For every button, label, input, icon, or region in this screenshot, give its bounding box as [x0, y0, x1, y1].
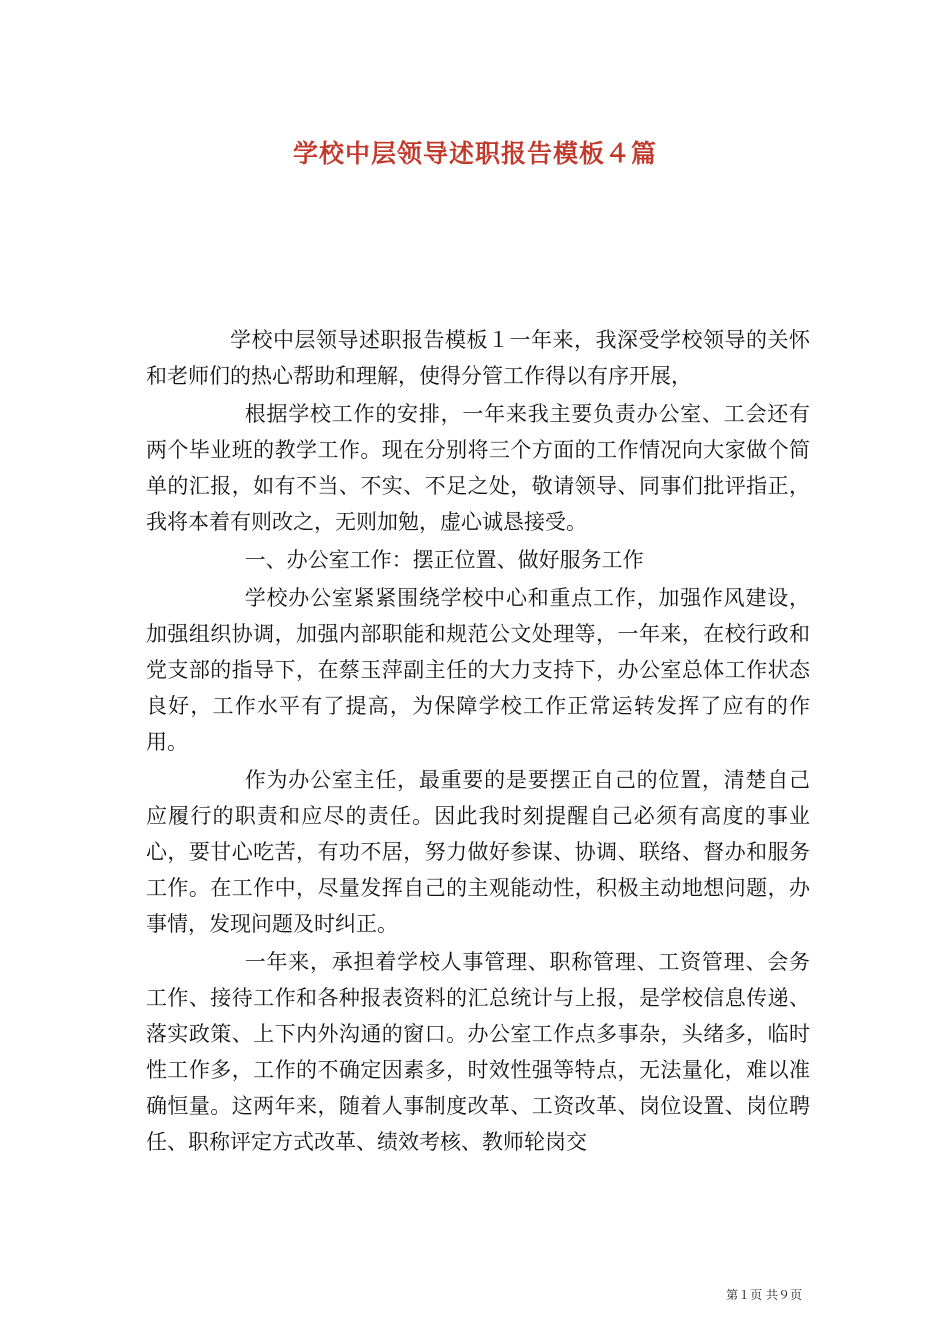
paragraph: 学校办公室紧紧围绕学校中心和重点工作，加强作风建设，加强组织协调，加强内部职能和规范公文处理等，一年来，在校行政和党支部的指导下，在蔡玉萍副主任的大力支持下，办公室总体工作状态良好，工作水平有了提高，为保障学校工作正常运转发挥了应有的作用。 — [146, 586, 810, 754]
document-title: 学校中层领导述职报告模板４篇 — [292, 139, 657, 168]
section-heading: 一、办公室工作：摆正位置、做好服务工作 — [244, 548, 644, 572]
paragraph: 学校中层领导述职报告模板１一年来，我深受学校领导的关怀和老师们的热心帮助和理解，使得分管工作得以有序开展， — [146, 328, 810, 388]
paragraph: 根据学校工作的安排，一年来我主要负责办公室、工会还有两个毕业班的教学工作。现在分别将三个方面的工作情况向大家做个简单的汇报，如有不当、不实、不足之处，敬请领导、同事们批评指正，我将本着有则改之，无则加勉，虚心诚恳接受。 — [146, 402, 810, 534]
page-number-footer: 第１页 共９页 — [726, 1288, 802, 1302]
paragraph: 一年来，承担着学校人事管理、职称管理、工资管理、会务工作、接待工作和各种报表资料的汇总统计与上报，是学校信息传递、落实政策、上下内外沟通的窗口。办公室工作点多事杂，头绪多，临时性工作多，工作的不确定因素多，时效性强等特点，无法量化，难以准确恒量。这两年来，随着人事制度改革、工资改革、岗位设置、岗位聘任、职称评定方式改革、绩效考核、教师轮岗交 — [146, 950, 810, 1154]
paragraph: 作为办公室主任，最重要的是要摆正自己的位置，清楚自己应履行的职责和应尽的责任。因此我时刻提醒自己必须有高度的事业心，要甘心吃苦，有功不居，努力做好参谋、协调、联络、督办和服务工作。在工作中，尽量发挥自己的主观能动性，积极主动地想问题，办事情，发现问题及时纠正。 — [146, 768, 810, 936]
document-body — [146, 322, 810, 1160]
